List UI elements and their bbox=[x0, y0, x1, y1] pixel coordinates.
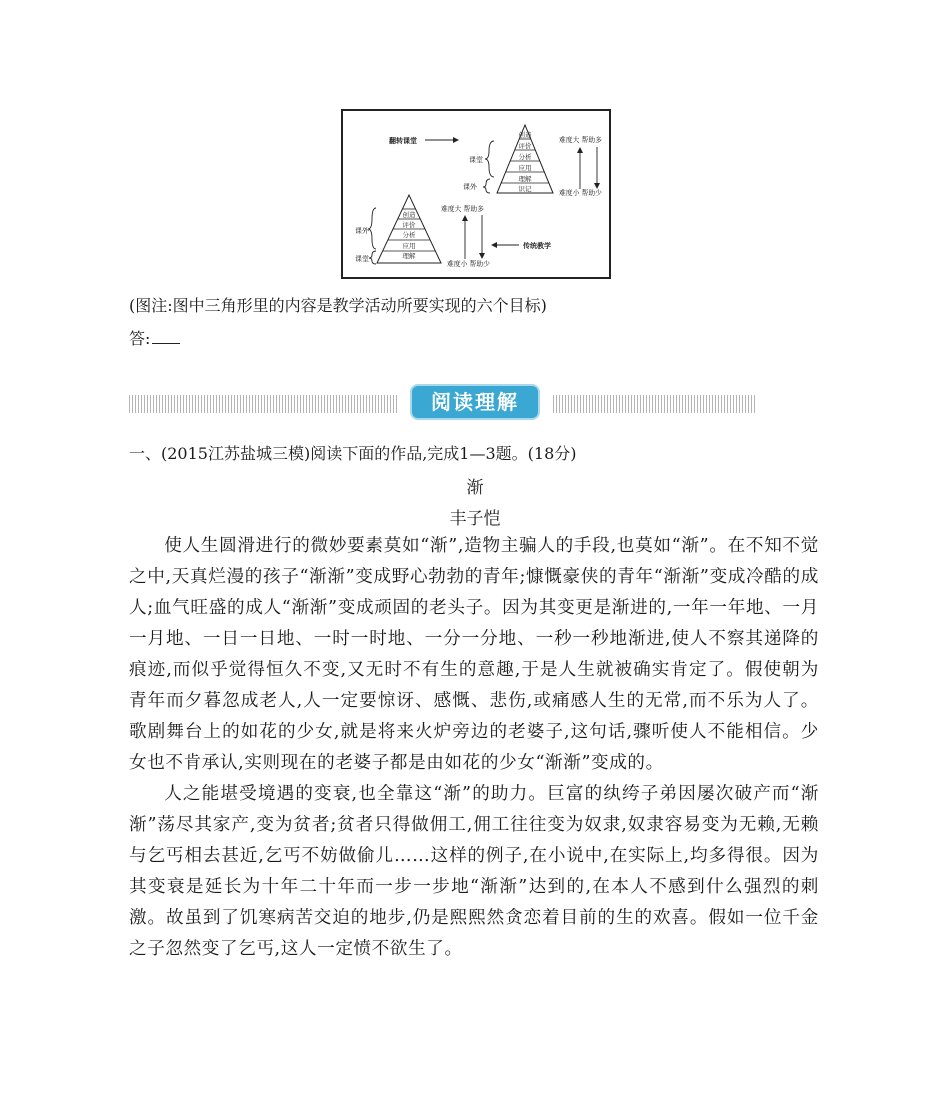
article-body bbox=[129, 531, 819, 965]
traditional-difficulty-high: 难度大 帮助多 bbox=[441, 205, 484, 213]
banner-hatch-right bbox=[553, 395, 755, 413]
flipped-level-4: 应用 bbox=[518, 164, 532, 172]
flipped-level-2: 评价 bbox=[518, 142, 532, 150]
pyramid-svg bbox=[343, 111, 609, 277]
traditional-level-4: 应用 bbox=[402, 242, 416, 250]
traditional-level-5: 理解 bbox=[402, 252, 416, 260]
banner-hatch-left bbox=[129, 395, 399, 413]
answer-blank[interactable] bbox=[152, 329, 180, 344]
traditional-level-3: 分析 bbox=[402, 231, 416, 239]
flipped-level-3: 分析 bbox=[518, 153, 532, 161]
flipped-label: 翻转课堂 bbox=[389, 137, 417, 145]
article-paragraph: 使人生圆滑进行的微妙要素莫如“渐”,造物主骗人的手段,也莫如“渐”。在不知不觉之中,天真烂漫的孩子“渐渐”变成野心勃勃的青年;慷慨豪侠的青年“渐渐”变成冷酷的成人;血气旺盛的成人“渐渐”变成顽固的老头子。因为其变更是渐进的,一年一年地、一月一月地、一日一日地、一时一时地、一分一分地、一秒一秒地渐进,使人不察其递降的痕迹,而似乎觉得恒久不变,又无时不有生的意趣,于是人生就被确实肯定了。假使朝为青年而夕暮忽成老人,人一定要惊讶、感慨、悲伤,或痛感人生的无常,而不乐为人了。歌剧舞台上的如花的少女,就是将来火炉旁边的老婆子,这句话,骤听使人不能相信。少女也不肯承认,实则现在的老婆子都是由如花的少女“渐渐”变成的。 bbox=[129, 536, 819, 773]
question-intro: 一、(2015江苏盐城三模)阅读下面的作品,完成1—3题。(18分) bbox=[129, 444, 577, 463]
figure-note: (图注:图中三角形里的内容是教学活动所要实现的六个目标) bbox=[129, 296, 547, 315]
section-banner bbox=[129, 386, 755, 418]
flipped-difficulty-high: 难度大 帮助多 bbox=[559, 136, 602, 144]
flipped-outside-label: 课外 bbox=[463, 183, 477, 191]
article-title: 渐 bbox=[466, 478, 484, 498]
traditional-label: 传统教学 bbox=[523, 242, 551, 250]
traditional-classroom-label: 课堂 bbox=[355, 255, 369, 263]
answer-label: 答: bbox=[129, 329, 151, 348]
flipped-level-5: 理解 bbox=[518, 175, 532, 183]
flipped-difficulty-low: 难度小 帮助少 bbox=[559, 189, 602, 197]
flipped-level-1: 创造 bbox=[518, 131, 532, 139]
answer-line bbox=[129, 326, 180, 349]
pyramid-traditional bbox=[377, 195, 441, 263]
section-title: 阅读理解 bbox=[412, 386, 538, 418]
traditional-level-1: 创造 bbox=[402, 211, 416, 219]
article-paragraph: 人之能堪受境遇的变衰,也全靠这“渐”的助力。巨富的纨绔子弟因屡次破产而“渐渐”荡尽其家产,变为贫者;贫者只得做佣工,佣工往往变为奴隶,奴隶容易变为无赖,无赖与乞丐相去甚近,乞丐不妨做偷儿……这样的例子,在小说中,在实际上,均多得很。因为其变衰是延长为十年二十年而一步一步地“渐渐”达到的,在本人不感到什么强烈的刺激。故虽到了饥寒病苦交迫的地步,仍是熙熙然贪恋着目前的生的欢喜。假如一位千金之子忽然变了乞丐,这人一定愤不欲生了。 bbox=[129, 784, 819, 959]
flipped-level-6: 识记 bbox=[518, 185, 532, 193]
pyramid-flipped bbox=[497, 125, 553, 193]
traditional-difficulty-low: 难度小 帮助少 bbox=[447, 260, 490, 268]
traditional-outside-label: 课外 bbox=[355, 227, 369, 235]
flipped-classroom-label: 课堂 bbox=[469, 156, 483, 164]
traditional-level-2: 评价 bbox=[402, 221, 416, 229]
article-author: 丰子恺 bbox=[449, 509, 501, 529]
teaching-pyramid-diagram bbox=[341, 109, 611, 279]
